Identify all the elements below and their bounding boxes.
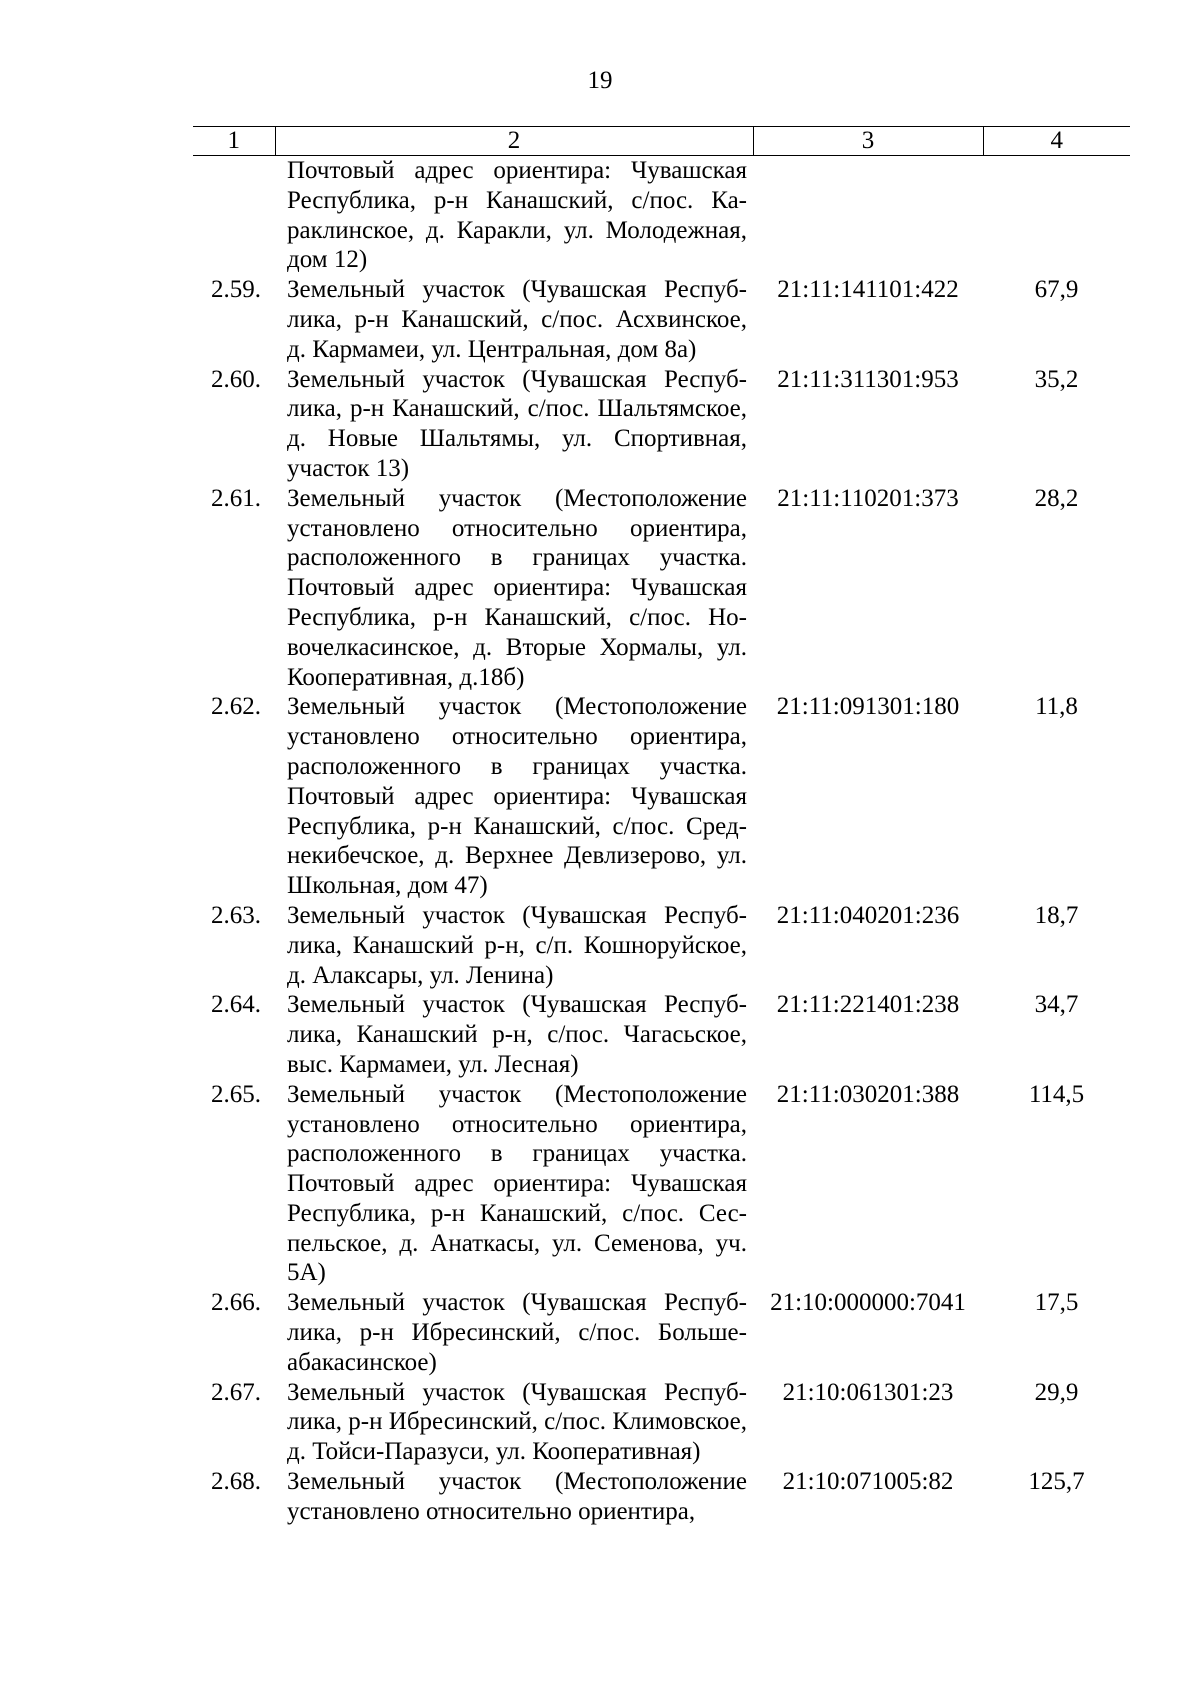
table-row bbox=[193, 156, 1130, 276]
item-number: 2.59. bbox=[211, 276, 261, 304]
plot-area: 34,7 bbox=[1034, 991, 1079, 1019]
item-number: 2.64. bbox=[211, 991, 261, 1019]
cadastral-number bbox=[753, 156, 983, 276]
plot-area: 67,9 bbox=[1034, 276, 1079, 304]
cadastral-number: 21:10:061301:23 bbox=[782, 1378, 954, 1406]
plot-description: Земельный участок (Чувашская Республика, р-н Канашский, с/пос. Шальтямское, д. Новые Шальтямы, ул. Спортивная, участок 13) bbox=[287, 365, 747, 482]
cadastral-number: 21:11:221401:238 bbox=[776, 991, 960, 1019]
plot-area: 125,7 bbox=[1028, 1468, 1085, 1496]
cadastral-number: 21:11:091301:180 bbox=[776, 693, 960, 721]
page-number: 19 bbox=[587, 67, 613, 94]
plot-description: Земельный участок (Местоположение установлено относительно ориентира, расположенного в границах участка. Почтовый адрес ориентира: Чувашская Республика, р-н Канашский, с/пос. Новочелкасинское, д. Вторые Хормалы, ул. Кооперативная, д.18б) bbox=[287, 484, 747, 691]
item-number: 2.65. bbox=[211, 1080, 261, 1108]
plot-area: 17,5 bbox=[1034, 1289, 1079, 1317]
plot-description: Земельный участок (Чувашская Республика, Канашский р-н, с/п. Кошноруйское, д. Алаксары, ул. Ленина) bbox=[287, 901, 747, 989]
plot-area: 35,2 bbox=[1034, 365, 1079, 393]
item-number: 2.67. bbox=[211, 1378, 261, 1406]
plot-area: 28,2 bbox=[1034, 484, 1079, 512]
cadastral-number: 21:10:071005:82 bbox=[782, 1468, 954, 1496]
cadastral-number: 21:11:141101:422 bbox=[777, 276, 959, 304]
plot-description: Земельный участок (Местоположение установлено относительно ориентира, расположенного в границах участка. Почтовый адрес ориентира: Чувашская Республика, р-н Канашский, с/пос. Сеспельское, д. Анаткасы, ул. Семенова, уч. 5А) bbox=[287, 1080, 747, 1287]
plot-description: Земельный участок (Чувашская Республика, р-н Ибресинский, с/пос. Климовское, д. Тойси-Паразуси, ул. Кооперативная) bbox=[287, 1378, 747, 1466]
table-row bbox=[193, 365, 1130, 484]
item-number: 2.61. bbox=[211, 484, 261, 512]
plot-area bbox=[983, 156, 1130, 276]
cadastral-number: 21:11:311301:953 bbox=[777, 365, 959, 393]
cadastral-number: 21:10:000000:7041 bbox=[770, 1289, 966, 1317]
table-body bbox=[193, 156, 1130, 1527]
table-row bbox=[193, 1467, 1130, 1527]
cadastral-number: 21:11:040201:236 bbox=[776, 901, 960, 929]
item-number: 2.62. bbox=[211, 693, 261, 721]
land-plots-table bbox=[193, 126, 1130, 1527]
header-col-3: 3 bbox=[753, 127, 983, 156]
plot-area: 114,5 bbox=[1028, 1080, 1085, 1108]
cadastral-number: 21:11:030201:388 bbox=[776, 1080, 960, 1108]
table-row bbox=[193, 1288, 1130, 1377]
item-number bbox=[193, 156, 275, 276]
plot-description: Земельный участок (Местоположение установлено относительно ориентира, расположенного в границах участка. Почтовый адрес ориентира: Чувашская Республика, р-н Канашский, с/пос. Среднекибечское, д. Верхнее Девлизерово, ул. Школьная, дом 47) bbox=[287, 693, 747, 900]
header-col-1: 1 bbox=[193, 127, 275, 156]
header-col-2: 2 bbox=[275, 127, 753, 156]
table-row bbox=[193, 901, 1130, 990]
plot-area: 18,7 bbox=[1034, 901, 1079, 929]
plot-description: Земельный участок (Чувашская Республика, р-н Канашский, с/пос. Асхвинское, д. Кармамеи, ул. Центральная, дом 8а) bbox=[287, 276, 747, 363]
table-row bbox=[193, 990, 1130, 1079]
item-number: 2.66. bbox=[211, 1289, 261, 1317]
plot-description: Земельный участок (Чувашская Республика, р-н Ибресинский, с/пос. Большеабакасинское) bbox=[287, 1289, 747, 1376]
table-row bbox=[193, 484, 1130, 693]
table-header bbox=[193, 127, 1130, 156]
plot-description: Почтовый адрес ориентира: Чувашская Республика, р-н Канашский, с/пос. Караклинское, д. Каракли, ул. Молодежная, дом 12) bbox=[287, 157, 747, 274]
header-col-4: 4 bbox=[983, 127, 1130, 156]
table-row bbox=[193, 275, 1130, 364]
plot-area: 29,9 bbox=[1034, 1378, 1079, 1406]
item-number: 2.60. bbox=[211, 365, 261, 393]
item-number: 2.63. bbox=[211, 901, 261, 929]
plot-area: 11,8 bbox=[1035, 693, 1078, 721]
table-row bbox=[193, 1080, 1130, 1289]
table-row bbox=[193, 692, 1130, 901]
plot-description: Земельный участок (Местоположение установлено относительно ориентира, bbox=[287, 1468, 747, 1525]
cadastral-number: 21:11:110201:373 bbox=[777, 484, 959, 512]
item-number: 2.68. bbox=[211, 1468, 261, 1496]
table-row bbox=[193, 1378, 1130, 1467]
plot-description: Земельный участок (Чувашская Республика, Канашский р-н, с/пос. Чагасьское, выс. Кармамеи, ул. Лесная) bbox=[287, 991, 747, 1078]
